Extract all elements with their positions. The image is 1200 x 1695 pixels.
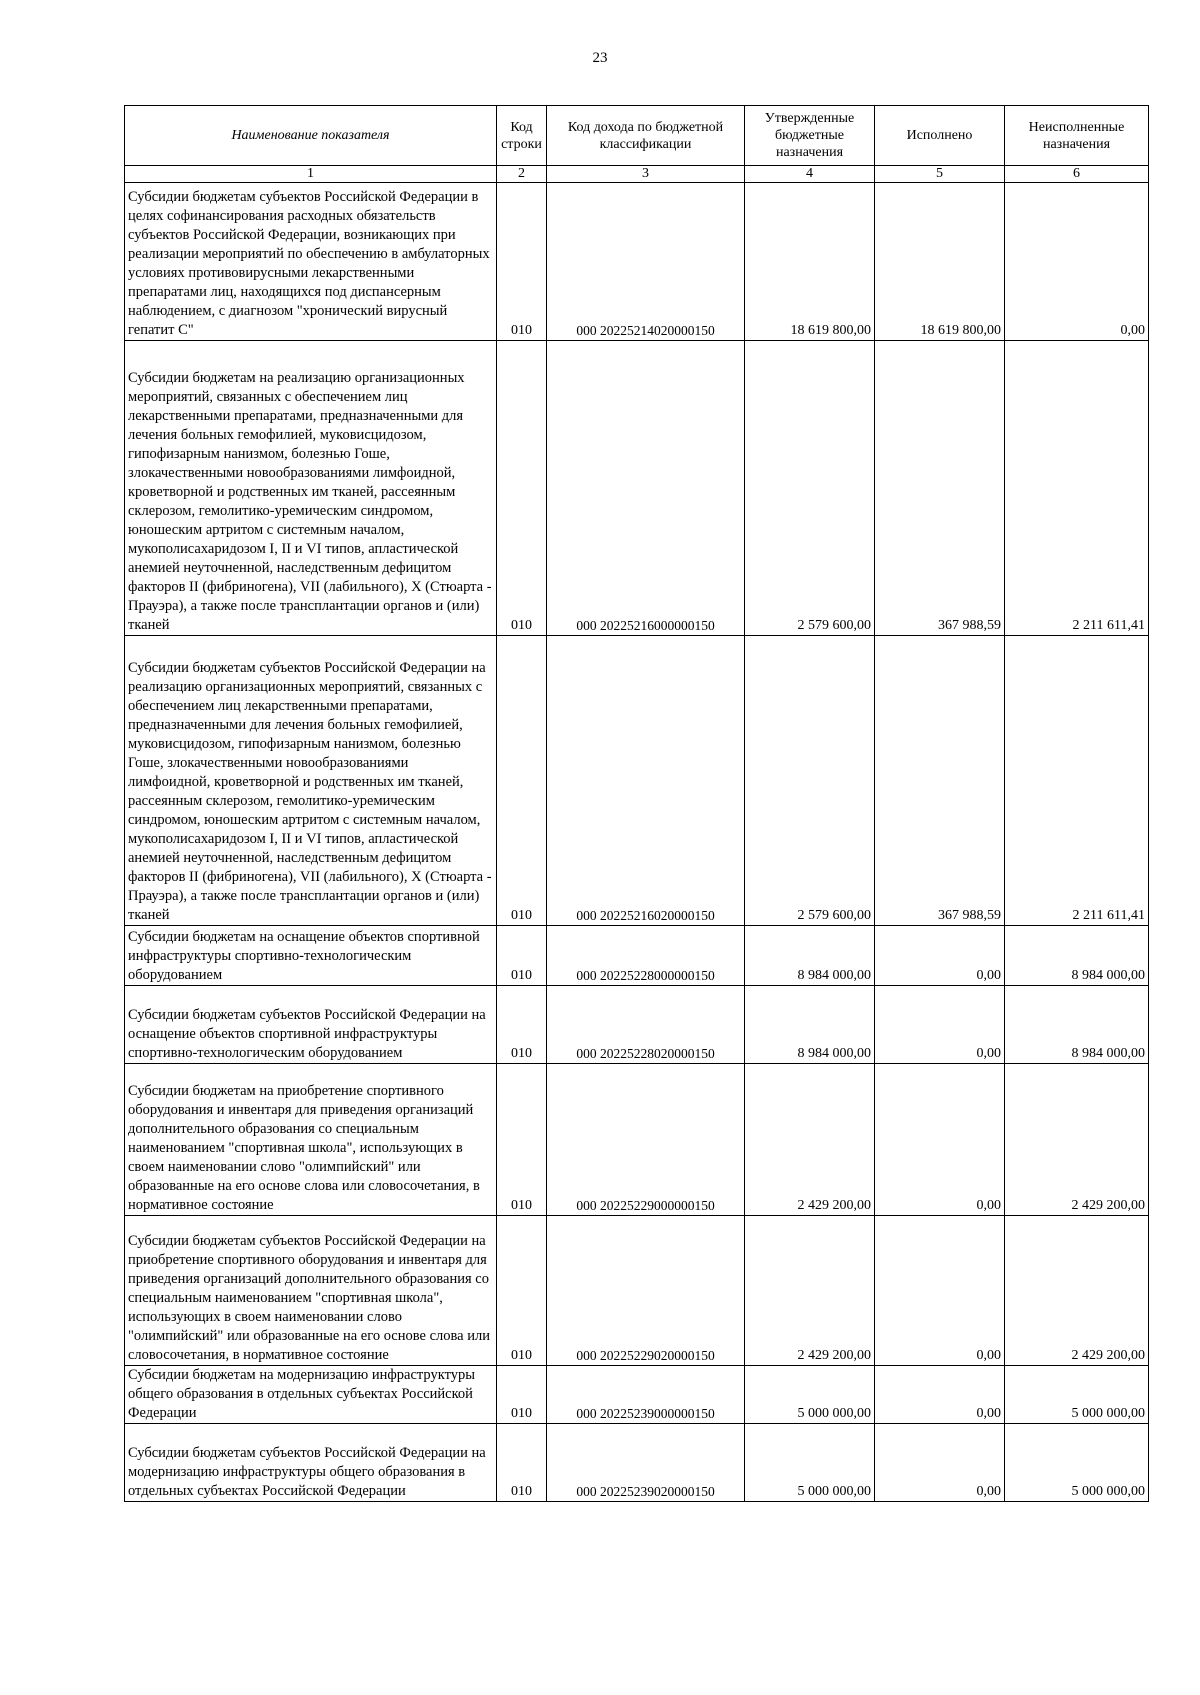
line-code: 010 <box>497 1366 547 1424</box>
indicator-name: Субсидии бюджетам субъектов Российской Федерации на приобретение спортивного оборудования и инвентаря для приведения организаций дополнительного образования со специальным наименованием "спортивная школа", использующих в своем наименовании слово "олимпийский" или образованные на его основе слова или словосочетания, в нормативное состояние <box>125 1216 497 1366</box>
approved-amount: 2 429 200,00 <box>745 1216 875 1366</box>
income-code: 000 20225228000000150 <box>547 926 745 986</box>
income-code: 000 20225216020000150 <box>547 636 745 926</box>
table-row <box>125 1216 1149 1366</box>
executed-amount: 18 619 800,00 <box>875 183 1005 341</box>
approved-amount: 2 579 600,00 <box>745 341 875 636</box>
indicator-name: Субсидии бюджетам на модернизацию инфраструктуры общего образования в отдельных субъектах Российской Федерации <box>125 1366 497 1424</box>
column-number: 6 <box>1005 166 1149 183</box>
indicator-name: Субсидии бюджетам на оснащение объектов спортивной инфраструктуры спортивно-технологическим оборудованием <box>125 926 497 986</box>
table-row <box>125 341 1149 636</box>
unexecuted-amount: 8 984 000,00 <box>1005 926 1149 986</box>
unexecuted-amount: 2 429 200,00 <box>1005 1216 1149 1366</box>
table-row <box>125 1366 1149 1424</box>
table-row <box>125 926 1149 986</box>
header-income-code: Код дохода по бюджетной классификации <box>547 106 745 166</box>
approved-amount: 2 429 200,00 <box>745 1064 875 1216</box>
budget-execution-table <box>124 105 1149 1502</box>
table-row <box>125 986 1149 1064</box>
executed-amount: 367 988,59 <box>875 636 1005 926</box>
unexecuted-amount: 8 984 000,00 <box>1005 986 1149 1064</box>
header-approved: Утвержденные бюджетные назначения <box>745 106 875 166</box>
line-code: 010 <box>497 1064 547 1216</box>
approved-amount: 5 000 000,00 <box>745 1366 875 1424</box>
page-number: 23 <box>592 50 608 66</box>
line-code: 010 <box>497 1216 547 1366</box>
unexecuted-amount: 5 000 000,00 <box>1005 1366 1149 1424</box>
income-code: 000 20225216000000150 <box>547 341 745 636</box>
approved-amount: 5 000 000,00 <box>745 1424 875 1502</box>
indicator-name: Субсидии бюджетам на приобретение спортивного оборудования и инвентаря для приведения организаций дополнительного образования со специальным наименованием "спортивная школа", использующих в своем наименовании слово "олимпийский" или образованные на его основе слова или словосочетания, в нормативное состояние <box>125 1064 497 1216</box>
column-number: 1 <box>125 166 497 183</box>
executed-amount: 0,00 <box>875 926 1005 986</box>
header-row <box>125 106 1149 166</box>
column-number-row <box>125 166 1149 183</box>
unexecuted-amount: 2 211 611,41 <box>1005 636 1149 926</box>
executed-amount: 0,00 <box>875 1216 1005 1366</box>
income-code: 000 20225214020000150 <box>547 183 745 341</box>
header-unexecuted: Неисполненные назначения <box>1005 106 1149 166</box>
unexecuted-amount: 5 000 000,00 <box>1005 1424 1149 1502</box>
approved-amount: 8 984 000,00 <box>745 926 875 986</box>
executed-amount: 0,00 <box>875 1424 1005 1502</box>
line-code: 010 <box>497 636 547 926</box>
income-code: 000 20225239020000150 <box>547 1424 745 1502</box>
indicator-name: Субсидии бюджетам субъектов Российской Федерации на реализацию организационных мероприятий, связанных с обеспечением лиц лекарственными препаратами, предназначенными для лечения больных гемофилией, муковисцидозом, гипофизарным нанизмом, болезнью Гоше, злокачественными новообразованиями лимфоидной, кроветворной и родственных им тканей, рассеянным склерозом, гемолитико-уремическим синдромом, юношеским артритом с системным началом, мукополисахаридозом I, II и VI типов, апластической анемией неуточненной, наследственным дефицитом факторов II (фибриногена), VII (лабильного), X (Стюарта - Прауэра), а также после трансплантации органов и (или) тканей <box>125 636 497 926</box>
line-code: 010 <box>497 341 547 636</box>
table-row <box>125 1424 1149 1502</box>
executed-amount: 0,00 <box>875 1366 1005 1424</box>
table-row <box>125 183 1149 341</box>
approved-amount: 8 984 000,00 <box>745 986 875 1064</box>
table-row <box>125 1064 1149 1216</box>
line-code: 010 <box>497 1424 547 1502</box>
header-line-code: Код строки <box>497 106 547 166</box>
header-executed: Исполнено <box>875 106 1005 166</box>
unexecuted-amount: 0,00 <box>1005 183 1149 341</box>
unexecuted-amount: 2 211 611,41 <box>1005 341 1149 636</box>
approved-amount: 18 619 800,00 <box>745 183 875 341</box>
column-number: 4 <box>745 166 875 183</box>
unexecuted-amount: 2 429 200,00 <box>1005 1064 1149 1216</box>
income-code: 000 20225229000000150 <box>547 1064 745 1216</box>
line-code: 010 <box>497 986 547 1064</box>
column-number: 5 <box>875 166 1005 183</box>
approved-amount: 2 579 600,00 <box>745 636 875 926</box>
indicator-name: Субсидии бюджетам субъектов Российской Федерации на модернизацию инфраструктуры общего образования в отдельных субъектах Российской Федерации <box>125 1424 497 1502</box>
line-code: 010 <box>497 183 547 341</box>
line-code: 010 <box>497 926 547 986</box>
indicator-name: Субсидии бюджетам на реализацию организационных мероприятий, связанных с обеспечением лиц лекарственными препаратами, предназначенными для лечения больных гемофилией, муковисцидозом, гипофизарным нанизмом, болезнью Гоше, злокачественными новообразованиями лимфоидной, кроветворной и родственных им тканей, рассеянным склерозом, гемолитико-уремическим синдромом, юношеским артритом с системным началом, мукополисахаридозом I, II и VI типов, апластической анемией неуточненной, наследственным дефицитом факторов II (фибриногена), VII (лабильного), X (Стюарта - Прауэра), а также после трансплантации органов и (или) тканей <box>125 341 497 636</box>
executed-amount: 0,00 <box>875 986 1005 1064</box>
indicator-name: Субсидии бюджетам субъектов Российской Федерации в целях софинансирования расходных обязательств субъектов Российской Федерации, возникающих при реализации мероприятий по обеспечению в амбулаторных условиях противовирусными лекарственными препаратами лиц, находящихся под диспансерным наблюдением, с диагнозом "хронический вирусный гепатит С" <box>125 183 497 341</box>
income-code: 000 20225229020000150 <box>547 1216 745 1366</box>
indicator-name: Субсидии бюджетам субъектов Российской Федерации на оснащение объектов спортивной инфраструктуры спортивно-технологическим оборудованием <box>125 986 497 1064</box>
column-number: 2 <box>497 166 547 183</box>
column-number: 3 <box>547 166 745 183</box>
header-name: Наименование показателя <box>125 106 497 166</box>
table-row <box>125 636 1149 926</box>
income-code: 000 20225228020000150 <box>547 986 745 1064</box>
executed-amount: 0,00 <box>875 1064 1005 1216</box>
executed-amount: 367 988,59 <box>875 341 1005 636</box>
income-code: 000 20225239000000150 <box>547 1366 745 1424</box>
